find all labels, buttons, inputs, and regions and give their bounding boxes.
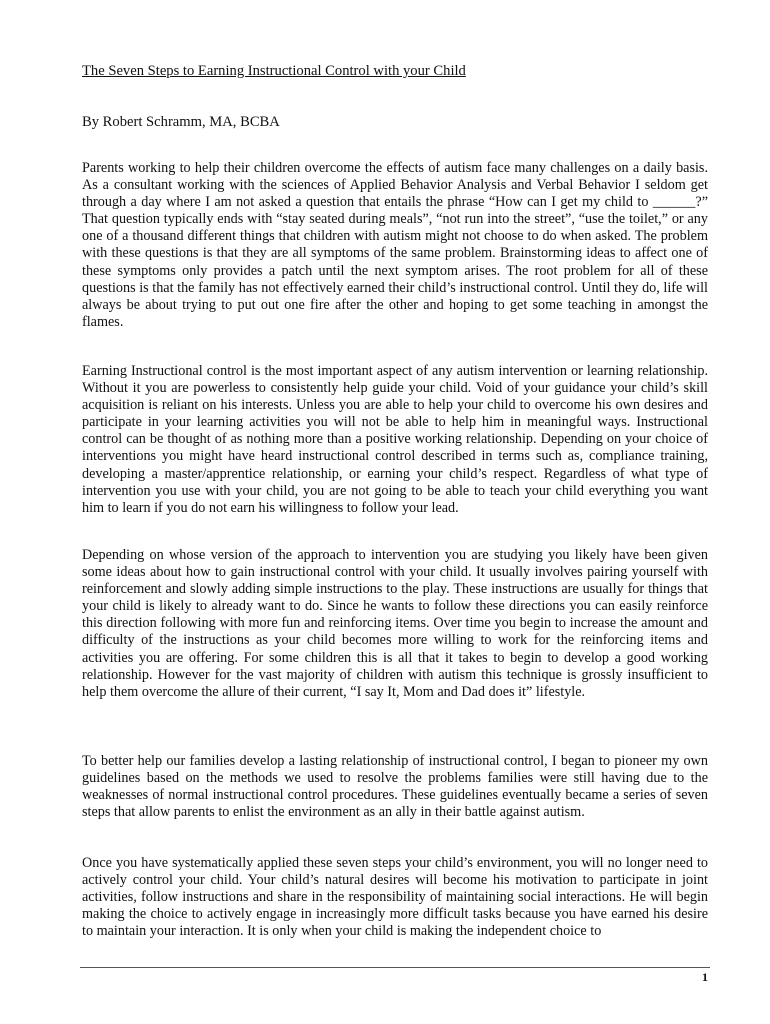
page-number: 1 [702, 970, 708, 984]
footer-divider [80, 967, 710, 968]
document-title: The Seven Steps to Earning Instructional Control with your Child [82, 63, 466, 79]
document-author: By Robert Schramm, MA, BCBA [82, 114, 280, 130]
document-body [82, 62, 708, 940]
paragraph-1: Parents working to help their children overcome the effects of autism face many challenges on a daily basis. As a consultant working with the sciences of Applied Behavior Analysis and Verbal Behavior I seldom get through a day where I am not asked a question that entails the phrase “How can I get my child to ______?” That question typically ends with “stay seated during meals”, “not run into the street”, “use the toilet,” or any one of a thousand different things that children with autism might not choose to do when asked. The problem with these questions is that they are all symptoms of the same problem. Brainstorming ideas to affect one of these symptoms only provides a patch until the next symptom arises. The root problem for all of these questions is that the family has not effectively earned their child’s instructional control. Until they do, life will always be about trying to put out one fire after the other and hoping to get some teaching in amongst the flames. [82, 160, 708, 330]
paragraph-2: Earning Instructional control is the most important aspect of any autism intervention or learning relationship. Without it you are powerless to consistently help guide your child. Void of your guidance your child’s skill acquisition is reliant on his interests. Unless you are able to help your child to overcome his own desires and participate in your learning activities you will not be able to help him in meaningful ways. Instructional control can be thought of as nothing more than a positive working relationship. Depending on your choice of interventions you might have heard instructional control described in terms such as, compliance training, developing a master/apprentice relationship, or earning your child’s respect. Regardless of what type of intervention you use with your child, you are not going to be able to teach your child everything you want him to learn if you do not earn his willingness to follow your lead. [82, 363, 708, 516]
paragraph-3: Depending on whose version of the approach to intervention you are studying you likely have been given some ideas about how to gain instructional control with your child. It usually involves pairing yourself with reinforcement and slowly adding simple instructions to the play. These instructions are usually for things that your child is likely to already want to do. Since he wants to follow these directions you can easily reinforce this direction following with more fun and reinforcing items. Over time you begin to increase the amount and difficulty of the instructions as your child becomes more willing to work for the reinforcing items and activities you are offering. For some children this is all that it takes to begin to develop a good working relationship. However for the vast majority of children with autism this technique is grossly insufficient to help them overcome the allure of their current, “I say It, Mom and Dad does it” lifestyle. [82, 547, 708, 700]
paragraph-4: To better help our families develop a lasting relationship of instructional control, I began to pioneer my own guidelines based on the methods we used to resolve the problems families were still having due to the weaknesses of normal instructional control procedures. These guidelines eventually became a series of seven steps that allow parents to enlist the environment as an ally in their battle against autism. [82, 753, 708, 821]
paragraph-5: Once you have systematically applied these seven steps your child’s environment, you will no longer need to actively control your child. Your child’s natural desires will become his motivation to participate in joint activities, follow instructions and share in the responsibility of maintaining social interactions. He will begin making the choice to actively engage in increasingly more difficult tasks because you have earned his desire to maintain your interaction. It is only when your child is making the independent choice to [82, 855, 708, 940]
